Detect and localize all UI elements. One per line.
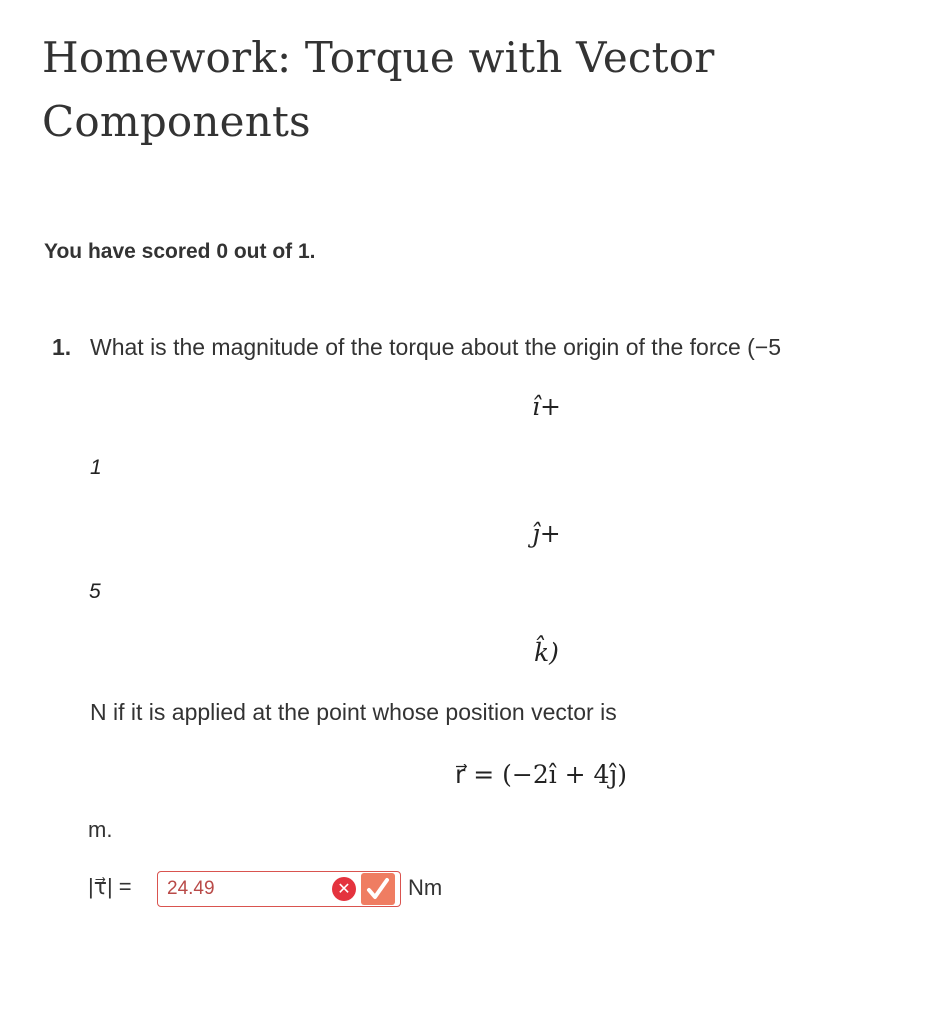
checkmark-icon[interactable] bbox=[361, 873, 395, 905]
question-number: 1. bbox=[52, 334, 72, 360]
unit-meters: m. bbox=[88, 817, 113, 842]
page-title: Homework: Torque with Vector Components bbox=[42, 33, 715, 146]
position-vector: r⃗ = (−2î + 4ĵ) bbox=[455, 760, 627, 789]
answer-label: |τ⃗| = bbox=[88, 874, 132, 899]
coefficient-k: 5 bbox=[89, 580, 101, 603]
x-circle-icon: ✕ bbox=[332, 877, 356, 901]
coefficient-j: 1 bbox=[90, 456, 102, 479]
i-hat-term: î+ bbox=[532, 392, 561, 421]
question-text: What is the magnitude of the torque about the origin of the force (−5 bbox=[90, 334, 782, 360]
score-status: You have scored 0 out of 1. bbox=[44, 240, 316, 263]
answer-unit: Nm bbox=[408, 875, 443, 900]
k-hat-term: k̂) bbox=[534, 638, 559, 667]
j-hat-term: ĵ+ bbox=[532, 519, 561, 548]
question-text-continued: N if it is applied at the point whose position vector is bbox=[90, 699, 617, 725]
